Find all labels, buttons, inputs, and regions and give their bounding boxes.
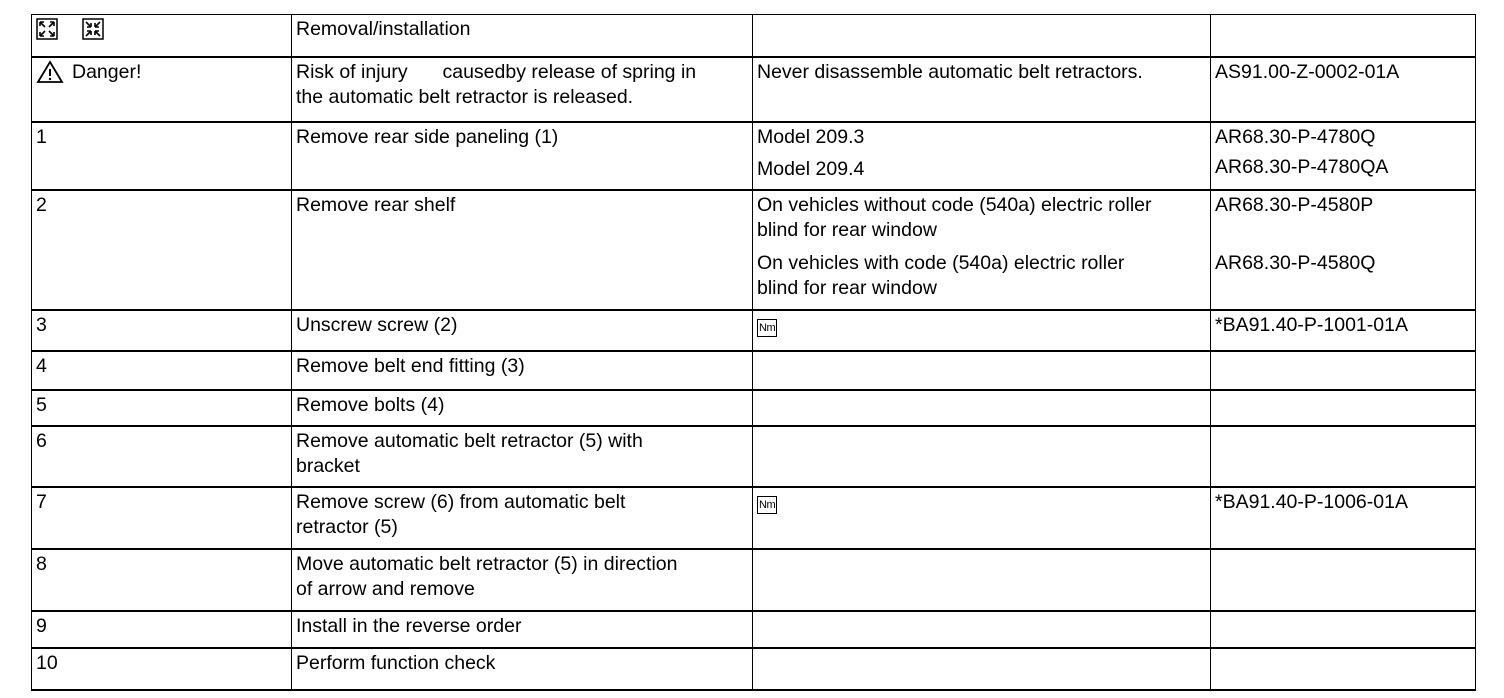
- header-empty-cell: [753, 15, 1211, 57]
- step-number: 3: [32, 310, 292, 351]
- step-ref-link[interactable]: *BA91.40-P-1001-01A: [1211, 310, 1476, 351]
- step-ref-link[interactable]: AR68.30-P-4580P: [1215, 193, 1374, 216]
- step-number: 10: [32, 648, 292, 690]
- step-action: Unscrew screw (2): [292, 310, 753, 351]
- step-ref-link[interactable]: *BA91.40-P-1006-01A: [1211, 487, 1476, 549]
- step-refs-cell: [1211, 122, 1476, 190]
- torque-nm-icon[interactable]: Nm: [757, 319, 777, 337]
- step-action: Install in the reverse order: [292, 611, 753, 648]
- step-action: retractor (5): [296, 515, 398, 538]
- table-row: [32, 648, 1476, 690]
- step-action: Remove screw (6) from automatic belt: [296, 490, 626, 513]
- step-notes-cell: [753, 310, 1211, 351]
- step-note: On vehicles with code (540a) electric roller: [757, 251, 1125, 274]
- empty-cell: [1211, 426, 1476, 487]
- table-row: [32, 549, 1476, 611]
- table-row: [32, 390, 1476, 426]
- compress-arrows-icon: [82, 18, 104, 40]
- empty-cell: [753, 390, 1211, 426]
- danger-risk-text: the automatic belt retractor is released.: [296, 85, 634, 108]
- danger-risk-cell: [292, 57, 753, 122]
- step-number: 8: [32, 549, 292, 611]
- header-icons-cell: [32, 15, 292, 57]
- empty-cell: [753, 648, 1211, 690]
- step-note: blind for rear window: [757, 276, 937, 299]
- empty-cell: [753, 426, 1211, 487]
- step-note: Model 209.3: [757, 125, 865, 148]
- empty-cell: [753, 611, 1211, 648]
- empty-cell: [1211, 611, 1476, 648]
- step-number: 1: [32, 122, 292, 190]
- empty-cell: [1211, 648, 1476, 690]
- header-row: [32, 15, 1476, 57]
- empty-cell: [753, 549, 1211, 611]
- table-row: [32, 122, 1476, 190]
- table-row: [32, 611, 1476, 648]
- step-action: Perform function check: [292, 648, 753, 690]
- step-action: bracket: [296, 454, 360, 477]
- step-refs-cell: [1211, 190, 1476, 310]
- step-number: 9: [32, 611, 292, 648]
- step-ref-link[interactable]: AR68.30-P-4580Q: [1215, 251, 1376, 274]
- danger-row: [32, 57, 1476, 122]
- step-action: of arrow and remove: [296, 577, 475, 600]
- danger-note: Never disassemble automatic belt retractors.: [753, 57, 1211, 122]
- table-row: [32, 310, 1476, 351]
- step-ref-link[interactable]: AR68.30-P-4780Q: [1215, 125, 1376, 148]
- step-number: 4: [32, 351, 292, 390]
- step-action: Remove rear side paneling (1): [292, 122, 753, 190]
- step-action: Remove automatic belt retractor (5) with: [296, 429, 643, 452]
- step-action: Remove bolts (4): [292, 390, 753, 426]
- step-note: blind for rear window: [757, 218, 937, 241]
- step-number: 2: [32, 190, 292, 310]
- step-number: 5: [32, 390, 292, 426]
- procedure-table: [31, 14, 1476, 691]
- empty-cell: [1211, 351, 1476, 390]
- table-row: [32, 351, 1476, 390]
- step-action: Remove rear shelf: [292, 190, 753, 310]
- step-notes-cell: [753, 487, 1211, 549]
- expand-arrows-icon: [36, 18, 58, 40]
- danger-cell: [32, 57, 292, 122]
- warning-triangle-icon: [36, 60, 64, 84]
- step-number: 6: [32, 426, 292, 487]
- table-row: [32, 190, 1476, 310]
- step-notes-cell: [753, 122, 1211, 190]
- step-note: On vehicles without code (540a) electric roller: [757, 193, 1152, 216]
- empty-cell: [753, 351, 1211, 390]
- danger-risk-text: causedby release of spring in: [442, 60, 697, 83]
- danger-ref-link[interactable]: AS91.00-Z-0002-01A: [1211, 57, 1476, 122]
- step-notes-cell: [753, 190, 1211, 310]
- header-title: Removal/installation: [292, 15, 753, 57]
- step-number: 7: [32, 487, 292, 549]
- step-ref-link[interactable]: AR68.30-P-4780QA: [1215, 155, 1389, 178]
- step-action-cell: [292, 487, 753, 549]
- step-action-cell: [292, 549, 753, 611]
- table-row: [32, 487, 1476, 549]
- header-empty-cell: [1211, 15, 1476, 57]
- step-action-cell: [292, 426, 753, 487]
- empty-cell: [1211, 549, 1476, 611]
- step-action: Remove belt end fitting (3): [292, 351, 753, 390]
- step-note: Model 209.4: [757, 157, 865, 180]
- danger-risk-text: Risk of injury: [296, 60, 408, 83]
- empty-cell: [1211, 390, 1476, 426]
- step-action: Move automatic belt retractor (5) in direction: [296, 552, 678, 575]
- table-row: [32, 426, 1476, 487]
- torque-nm-icon[interactable]: Nm: [757, 496, 777, 514]
- danger-label: Danger!: [72, 60, 142, 83]
